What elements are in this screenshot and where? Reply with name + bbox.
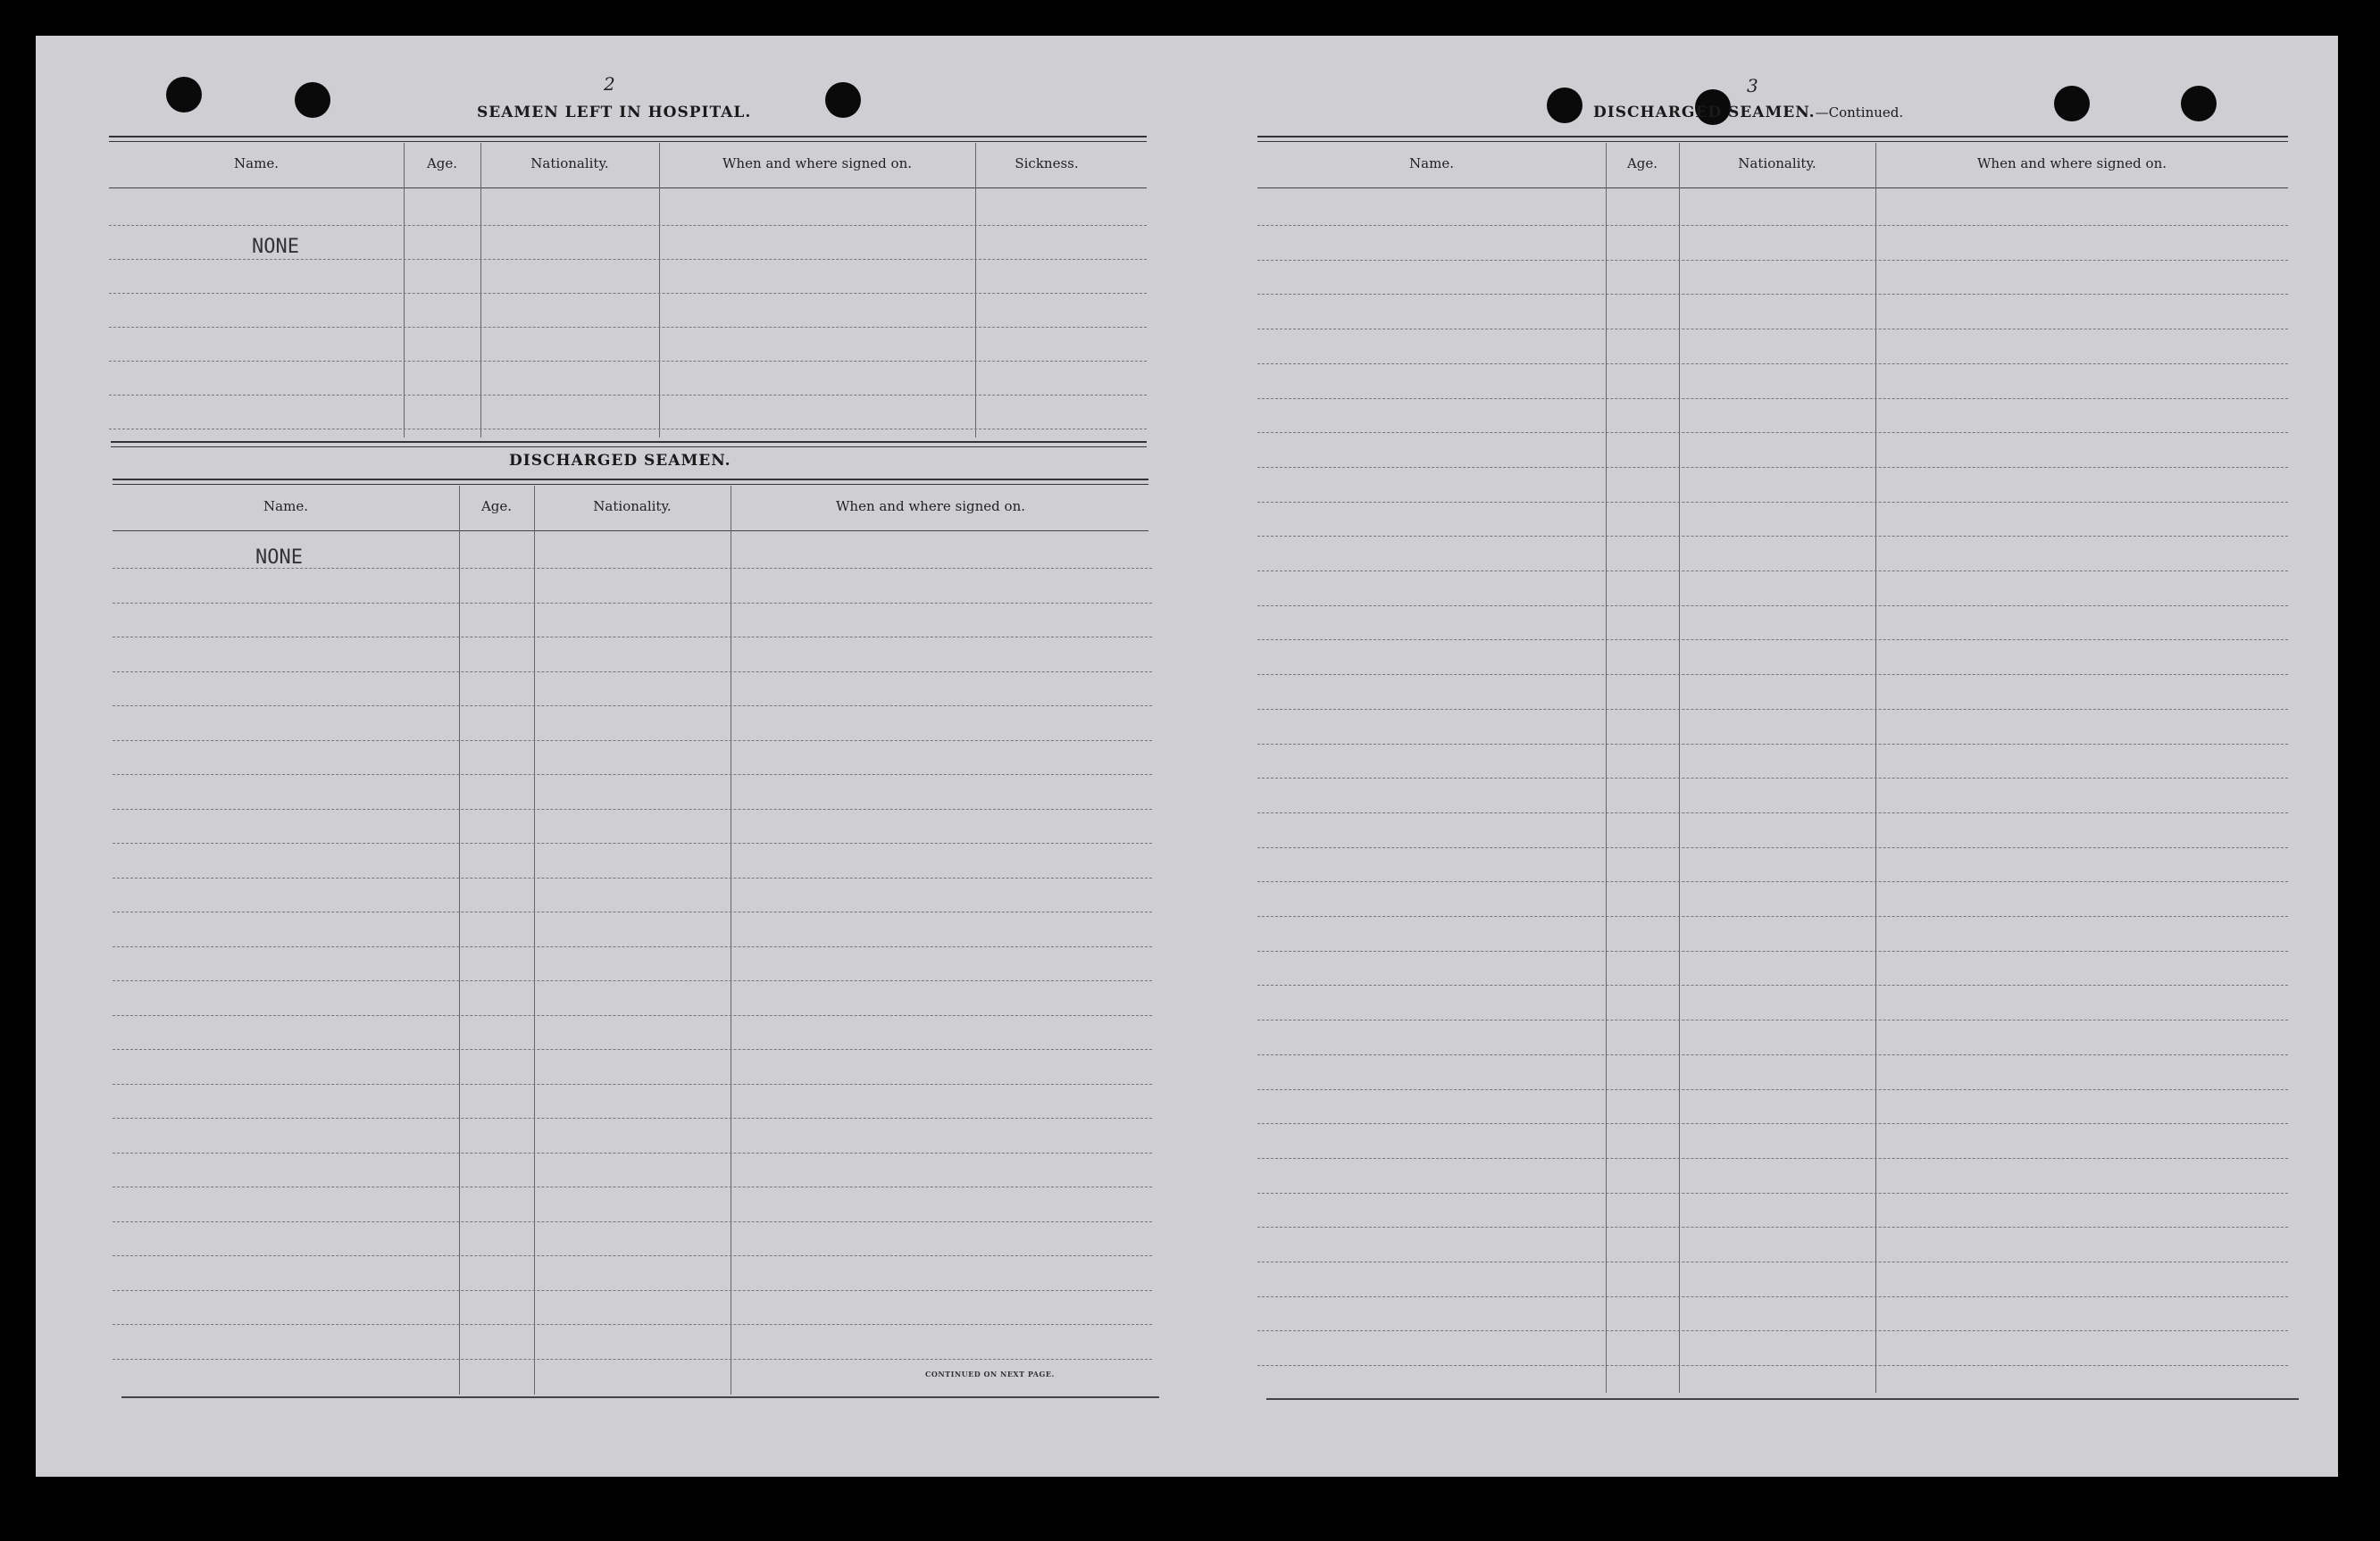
punch-hole <box>295 82 330 118</box>
ruled-line <box>1257 778 2288 779</box>
ruled-line <box>113 740 1152 741</box>
column-header-nationality: Nationality. <box>1738 155 1816 171</box>
ruled-line <box>1257 1123 2288 1124</box>
column-header-name: Name. <box>1409 155 1454 171</box>
column-divider <box>1606 143 1607 1393</box>
column-header-name: Name. <box>234 155 279 171</box>
ruled-line <box>1257 260 2288 261</box>
ruled-line <box>113 1290 1152 1291</box>
ruled-line <box>1257 1365 2288 1366</box>
ruled-line <box>113 1255 1152 1256</box>
hospital-table <box>109 143 1147 437</box>
ruled-line <box>1257 225 2288 226</box>
ruled-line <box>1257 605 2288 606</box>
section-rule <box>111 441 1147 443</box>
header-rule <box>113 530 1148 531</box>
discharged-section-title: DISCHARGED SEAMEN. <box>509 452 731 470</box>
continued-note: CONTINUED ON NEXT PAGE. <box>925 1370 1055 1379</box>
discharged-table <box>113 486 1157 1396</box>
column-header-signed-on: When and where signed on. <box>722 155 912 171</box>
ruled-line <box>109 395 1147 396</box>
ruled-line <box>113 1153 1152 1154</box>
ruled-line <box>1257 467 2288 468</box>
ruled-line <box>113 1084 1152 1085</box>
ruled-line <box>113 980 1152 981</box>
page-number: 3 <box>1747 75 1758 96</box>
punch-hole <box>825 82 861 118</box>
ruled-line <box>113 946 1152 947</box>
ruled-line <box>113 1049 1152 1050</box>
punch-hole <box>2181 86 2217 121</box>
column-divider <box>480 143 481 437</box>
bottom-rule <box>121 1396 1159 1398</box>
ruled-line <box>113 1324 1152 1325</box>
ruled-line <box>1257 985 2288 986</box>
column-header-age: Age. <box>1626 155 1658 171</box>
ruled-line <box>1257 674 2288 675</box>
header-rule <box>109 187 1147 188</box>
ruled-line <box>113 1359 1152 1360</box>
column-header-nationality: Nationality. <box>530 155 609 171</box>
ruled-line <box>1257 363 2288 364</box>
ruled-line <box>113 1118 1152 1119</box>
punch-hole <box>166 77 202 112</box>
ruled-line <box>113 1015 1152 1016</box>
ruled-line <box>113 809 1152 810</box>
ruled-line <box>1257 1296 2288 1297</box>
ruled-line <box>1257 1193 2288 1194</box>
column-divider <box>1679 143 1680 1393</box>
ruled-line <box>113 671 1152 672</box>
ruled-line <box>1257 744 2288 745</box>
name-entry: NONE <box>252 236 299 258</box>
column-divider <box>659 143 660 437</box>
section-rule <box>109 136 1147 137</box>
ruled-line <box>1257 398 2288 399</box>
ruled-line <box>1257 1330 2288 1331</box>
title-suffix: —Continued. <box>1815 104 1904 121</box>
ruled-line <box>1257 536 2288 537</box>
column-divider <box>975 143 976 437</box>
header-rule <box>1257 187 2288 188</box>
ruled-line <box>1257 432 2288 433</box>
ruled-line <box>1257 294 2288 295</box>
ruled-line <box>1257 847 2288 848</box>
ruled-line <box>1257 639 2288 640</box>
column-header-nationality: Nationality. <box>593 498 672 514</box>
column-header-sickness: Sickness. <box>1015 155 1079 171</box>
ruled-line <box>109 361 1147 362</box>
bottom-rule <box>1266 1398 2299 1400</box>
ruled-line <box>1257 1089 2288 1090</box>
column-divider <box>459 486 460 1395</box>
ruled-line <box>109 259 1147 260</box>
page-number: 2 <box>604 73 615 95</box>
ruled-line <box>1257 1227 2288 1228</box>
discharged-continued-title <box>1593 104 1903 121</box>
ruled-line <box>1257 881 2288 882</box>
document-sheet <box>36 36 2338 1477</box>
name-entry: NONE <box>255 546 303 569</box>
ruled-line <box>109 293 1147 294</box>
section-rule <box>113 479 1148 480</box>
ruled-line <box>113 843 1152 844</box>
ruled-line <box>109 225 1147 226</box>
ruled-line <box>113 568 1152 569</box>
ruled-line <box>113 603 1152 604</box>
column-divider <box>1875 143 1876 1393</box>
ruled-line <box>1257 916 2288 917</box>
column-header-age: Age. <box>480 498 513 514</box>
ruled-line <box>1257 1158 2288 1159</box>
punch-hole <box>1547 87 1582 123</box>
column-header-signed-on: When and where signed on. <box>1976 155 2167 171</box>
ruled-line <box>113 1221 1152 1222</box>
ruled-line <box>1257 951 2288 952</box>
ruled-line <box>113 705 1152 706</box>
punch-hole <box>2054 86 2090 121</box>
column-header-name: Name. <box>263 498 308 514</box>
column-header-age: Age. <box>426 155 458 171</box>
section-rule <box>1257 136 2288 137</box>
ruled-line <box>113 774 1152 775</box>
discharged-continued-table <box>1257 143 2302 1393</box>
ruled-line <box>109 327 1147 328</box>
ruled-line <box>1257 812 2288 813</box>
ruled-line <box>1257 1054 2288 1055</box>
ruled-line <box>1257 709 2288 710</box>
column-header-signed-on: When and where signed on. <box>835 498 1025 514</box>
title-text: DISCHARGED SEAMEN. <box>1593 104 1816 121</box>
column-divider <box>404 143 405 437</box>
ruled-line <box>113 878 1152 879</box>
hospital-section-title: SEAMEN LEFT IN HOSPITAL. <box>477 104 752 121</box>
ruled-line <box>1257 502 2288 503</box>
column-divider <box>534 486 535 1395</box>
